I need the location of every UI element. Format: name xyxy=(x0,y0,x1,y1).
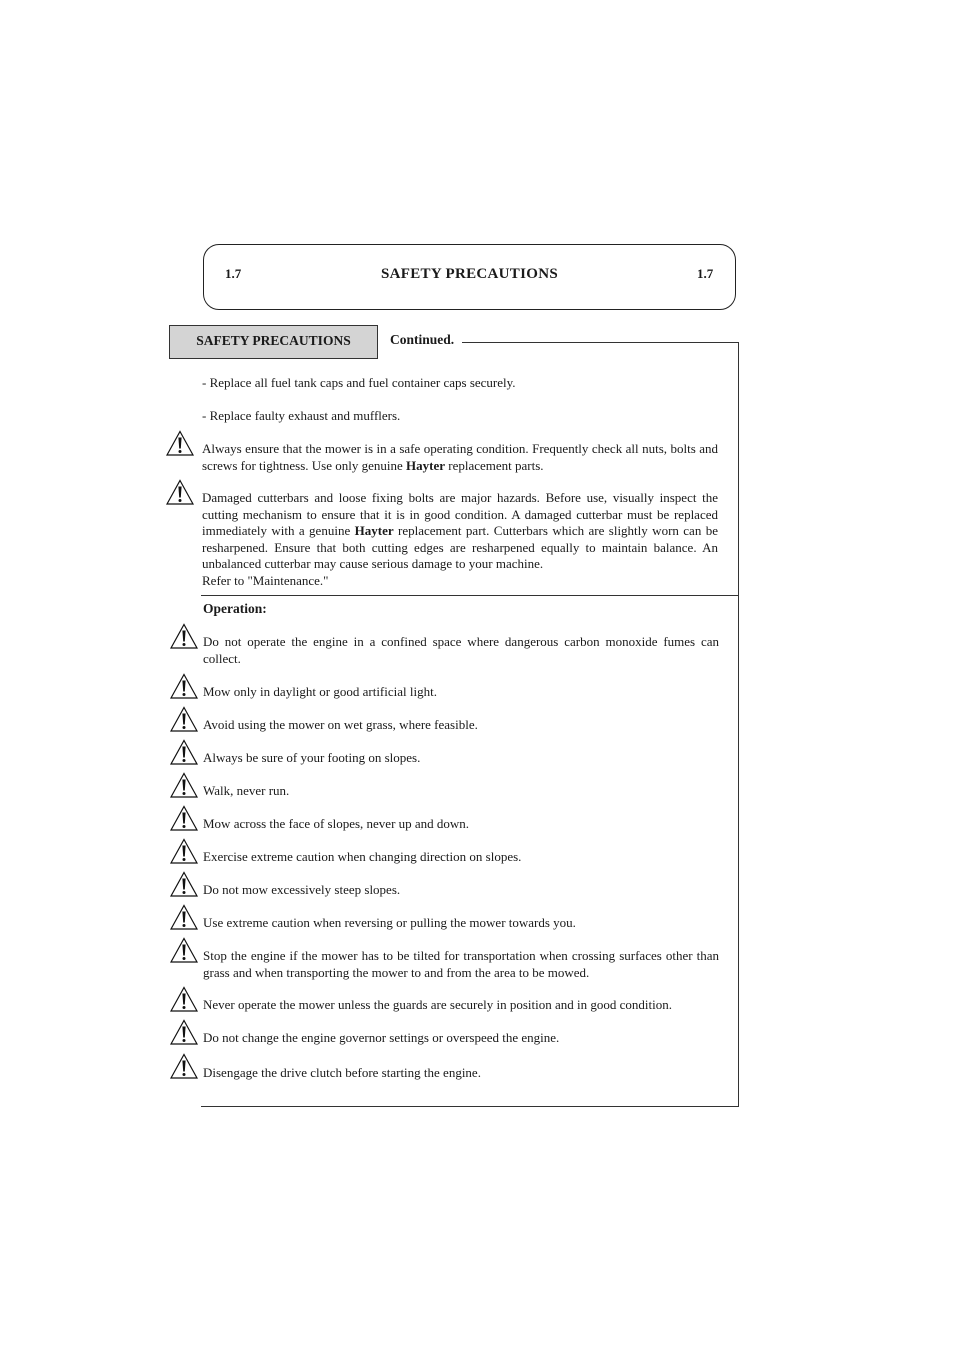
warning-triangle-icon xyxy=(170,904,198,930)
frame-top-line xyxy=(462,342,738,343)
list-item-text: Never operate the mower unless the guards are securely in position and in good condition. xyxy=(203,997,672,1012)
list-item-text: Walk, never run. xyxy=(203,783,290,798)
list-item-text: Do not change the engine governor settings or overspeed the engine. xyxy=(203,1030,560,1045)
page-title: SAFETY PRECAUTIONS xyxy=(381,266,558,282)
warning-triangle-icon xyxy=(170,623,198,649)
list-item: Always ensure that the mower is in a safe operating condition. Frequently check all nuts, bolts and screws for tightness. Use only genuine Hayter replacement parts. xyxy=(202,441,718,473)
warning-triangle-icon xyxy=(170,1019,198,1045)
warning-triangle-icon xyxy=(170,706,198,732)
list-item-text: Mow only in daylight or good artificial light. xyxy=(203,684,437,699)
list-item: Damaged cutterbars and loose fixing bolts are major hazards. Before use, visually inspect the cutting mechanism to ensure that it is in good condition. A damaged cutterbar must be replaced immediately with a genuine Hayter replacement part. Cutterbars which are slightly worn can be resharpened. Ensure that both cutting edges are resharpened equally to maintain balance. An unbalanced cutterbar may cause serious damage to your machine. Refer to "Maintenance." xyxy=(202,490,719,588)
list-item-text: Stop the engine if the mower has to be tilted for transportation when crossing surfaces other than grass and when transporting the mower to and from the area to be mowed. xyxy=(203,948,719,980)
warning-triangle-icon xyxy=(170,739,198,765)
warning-triangle-icon xyxy=(170,1053,198,1079)
warning-triangle-icon xyxy=(170,871,198,897)
warning-triangle-icon xyxy=(170,838,198,864)
list-item-text: Avoid using the mower on wet grass, where feasible. xyxy=(203,717,478,732)
brand-name: Hayter xyxy=(406,457,445,473)
brand-name: Hayter xyxy=(354,523,394,538)
refer-note: Refer to "Maintenance." xyxy=(202,572,329,588)
warning-triangle-icon xyxy=(170,986,198,1012)
list-item-text: Disengage the drive clutch before starting the engine. xyxy=(203,1065,481,1080)
list-item-text: Do not operate the engine in a confined space where dangerous carbon monoxide fumes can collect. xyxy=(203,634,719,666)
list-item-text: Do not mow excessively steep slopes. xyxy=(203,882,401,897)
section-divider xyxy=(201,595,738,596)
section-number-right: 1.7 xyxy=(697,266,714,281)
warning-triangle-icon xyxy=(170,805,198,831)
warning-triangle-icon xyxy=(170,937,198,963)
continued-label: Continued. xyxy=(390,332,455,347)
warning-triangle-icon xyxy=(166,430,194,456)
operation-heading: Operation: xyxy=(203,601,267,616)
list-item-text: Use extreme caution when reversing or pulling the mower towards you. xyxy=(203,915,576,930)
list-item-text: Mow across the face of slopes, never up and down. xyxy=(203,816,470,831)
list-item-text: Always be sure of your footing on slopes. xyxy=(203,750,421,765)
list-item: - Replace all fuel tank caps and fuel container caps securely. xyxy=(202,375,516,390)
section-number-left: 1.7 xyxy=(225,266,242,281)
frame-right-line xyxy=(738,342,739,1107)
warning-triangle-icon xyxy=(170,772,198,798)
section-tab: SAFETY PRECAUTIONS xyxy=(169,325,378,359)
frame-bottom-line xyxy=(201,1106,738,1107)
list-item: - Replace faulty exhaust and mufflers. xyxy=(202,408,401,423)
warning-triangle-icon xyxy=(166,479,194,505)
warning-triangle-icon xyxy=(170,673,198,699)
list-item-text: Exercise extreme caution when changing direction on slopes. xyxy=(203,849,522,864)
